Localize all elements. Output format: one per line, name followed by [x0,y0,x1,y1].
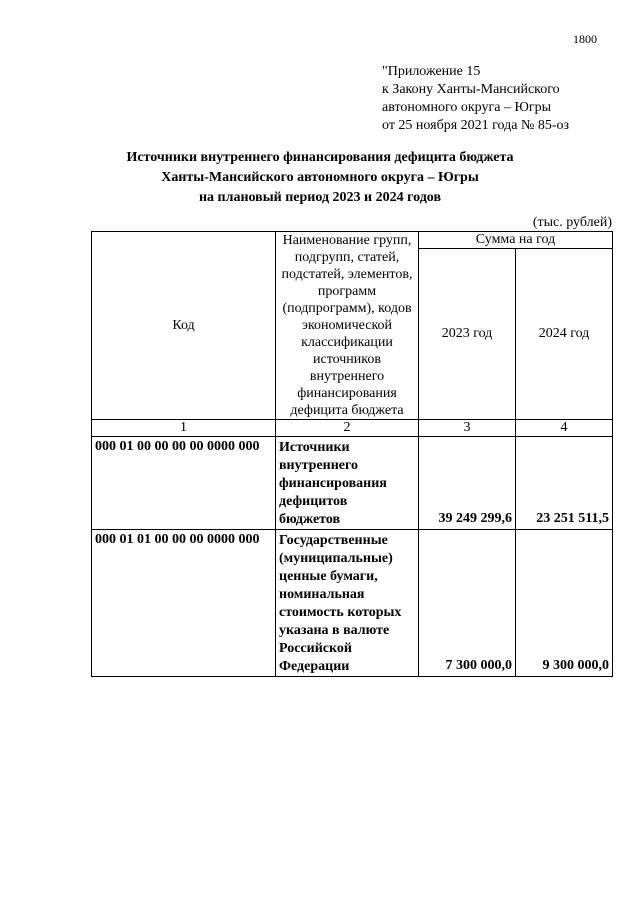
row-name-line: внутреннего [279,458,359,473]
header-year-2023: 2023 год [419,249,516,420]
row-name-line: номинальная [279,587,365,602]
appendix-line: автономного округа – Югры [382,100,551,115]
row-name-line: ценные бумаги, [279,569,378,584]
column-number: 3 [419,420,516,437]
header-name-line: программ [317,284,377,299]
header-name-line: экономической [301,318,393,333]
table-row [92,530,613,677]
row-name [276,530,419,677]
title-line: на плановый период 2023 и 2024 годов [198,190,442,205]
unit-label: (тыс. рублей) [532,215,612,230]
row-name-line: бюджетов [279,512,341,527]
title-line: Ханты-Мансийского автономного округа – Югры [161,170,479,185]
row-name-line: Государственные [279,533,388,548]
sources-table [91,231,613,677]
row-name-line: стоимость которых [279,605,402,620]
row-name-line: указана в валюте [279,623,390,638]
header-name-line: внутреннего [309,369,385,384]
column-number: 4 [516,420,613,437]
header-name-line: источников [312,352,381,367]
row-name-line: Российской [279,641,352,656]
header-name-line: классификации [301,335,393,350]
header-name-line: (подпрограмм), кодов [282,301,412,316]
row-name-line: Источники [279,440,350,455]
row-value-2023: 39 249 299,6 [419,437,516,530]
header-sum: Сумма на год [419,232,613,249]
row-code: 000 01 01 00 00 00 0000 000 [92,530,276,677]
page-number: 1800 [573,32,597,46]
header-code: Код [92,232,276,420]
appendix-block [382,63,569,135]
header-name-line: подгрупп, статей, [294,250,400,265]
title-line: Источники внутреннего финансирования дефицита бюджета [126,150,514,165]
row-value-2024: 23 251 511,5 [516,437,613,530]
header-name-line: финансирования [297,386,397,401]
column-number-row [92,420,613,437]
header-year-2024: 2024 год [516,249,613,420]
row-name-line: (муниципальные) [279,551,393,566]
row-name-line: дефицитов [279,494,348,509]
header-name-line: дефицита бюджета [290,403,404,418]
appendix-line: от 25 ноября 2021 года № 85-оз [382,118,570,133]
header-name-line: подстатей, элементов, [281,267,413,282]
appendix-line: к Закону Ханты-Мансийского [382,82,560,97]
row-name-line: Федерации [279,659,350,674]
appendix-line: "Приложение 15 [382,64,481,79]
row-name [276,437,419,530]
header-name-line: Наименование групп, [282,233,412,248]
row-value-2023: 7 300 000,0 [419,530,516,677]
table-row [92,437,613,530]
row-name-line: финансирования [279,476,387,491]
column-number: 1 [92,420,276,437]
row-code: 000 01 00 00 00 00 0000 000 [92,437,276,530]
document-title [0,148,640,208]
column-number: 2 [276,420,419,437]
header-name [276,232,419,420]
row-value-2024: 9 300 000,0 [516,530,613,677]
